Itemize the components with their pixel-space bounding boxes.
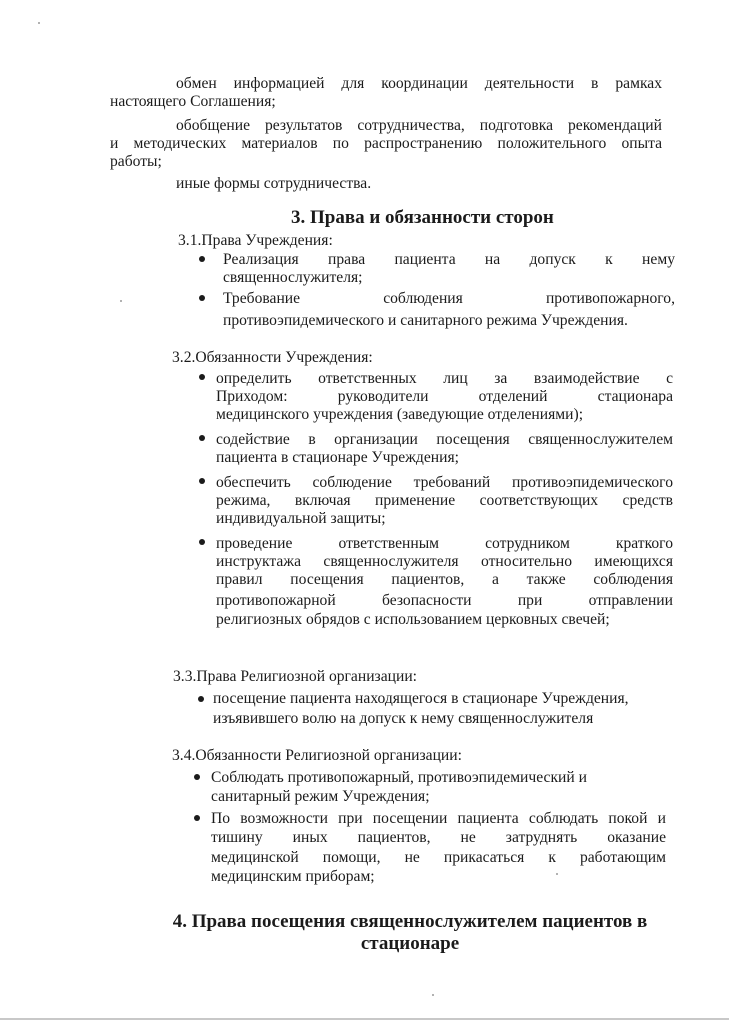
scan-speck [432,994,434,996]
s32-b2-line2: пациента в стационаре Учреждения; [216,449,459,466]
bullet-icon [194,815,200,821]
bullet-icon [199,478,205,484]
s31-b2-line1: Требование соблюдения противопожарного, [223,290,675,307]
intro-line-2: настоящего Соглашения; [110,93,276,110]
s32-b3-line3: индивидуальной защиты; [216,510,386,527]
scan-edge [0,1018,729,1020]
s34-b1-line1: Соблюдать противопожарный, противоэпидемический и [211,769,587,786]
s32-heading: 3.2.Обязанности Учреждения: [172,349,373,366]
bullet-icon [199,435,205,441]
section-3-title: 3. Права и обязанности сторон [291,207,554,228]
scan-speck [556,873,558,875]
s32-b4-line2: инструктажа священнослужителя относительно имеющихся [216,553,673,570]
s31-b1-line1: Реализация права пациента на допуск к нему [223,251,675,268]
s32-b2-line1: содействие в организации посещения священнослужителем [216,431,673,448]
s32-b4-line1: проведение ответственным сотрудником краткого [216,535,673,552]
intro-line-3: обобщение результатов сотрудничества, подготовка рекомендаций [176,117,662,134]
s32-b4-line5: религиозных обрядов с использованием церковных свечей; [216,611,610,628]
s32-b1-line3: медицинского учреждения (заведующие отделениями); [216,406,584,423]
s32-b4-line4: противопожарной безопасности при отправлении [216,592,673,609]
section-4-title-line1: 4. Права посещения священнослужителем пациентов в [172,911,648,932]
s34-b2-line3: медицинской помощи, не прикасаться к работающим [211,849,666,866]
intro-line-5: работы; [110,153,162,170]
bullet-icon [199,374,205,380]
s33-b1-line2: изъявившего волю на допуск к нему священнослужителя [213,710,594,727]
bullet-icon [194,774,200,780]
intro-line-6: иные формы сотрудничества. [176,175,372,192]
bullet-icon [199,295,205,301]
bullet-icon [199,539,205,545]
section-4-title-line2: стационаре [360,933,460,954]
s34-b2-line2: тишину иных пациентов, не затруднять оказание [211,829,666,846]
s32-b1-line1: определить ответственных лиц за взаимодействие с [216,370,673,387]
s34-b2-line4: медицинским приборам; [211,868,375,885]
s33-heading: 3.3.Права Религиозной организации: [173,668,417,685]
s32-b3-line1: обеспечить соблюдение требований противоэпидемического [216,474,673,491]
s31-heading: 3.1.Права Учреждения: [178,232,333,249]
bullet-icon [199,256,205,262]
s32-b4-line3: правил посещения пациентов, а также соблюдения [216,571,673,588]
s32-b3-line2: режима, включая применение соответствующих средств [216,492,673,509]
bullet-icon [198,696,204,702]
s34-b1-line2: санитарный режим Учреждения; [211,788,430,805]
s31-b2-line2: противоэпидемического и санитарного режима Учреждения. [223,312,628,329]
intro-line-4: и методических материалов по распространению положительного опыта [110,135,662,152]
s31-b1-line2: священнослужителя; [223,269,363,286]
s33-b1-line1: посещение пациента находящегося в стационаре Учреждения, [213,690,629,707]
s34-heading: 3.4.Обязанности Религиозной организации: [172,747,462,764]
scan-speck [120,300,122,302]
s32-b1-line2: Приходом: руководители отделений стационара [216,388,673,405]
intro-line-1: обмен информацией для координации деятельности в рамках [176,75,662,92]
scan-speck [38,22,40,24]
s34-b2-line1: По возможности при посещении пациента соблюдать покой и [211,810,666,827]
